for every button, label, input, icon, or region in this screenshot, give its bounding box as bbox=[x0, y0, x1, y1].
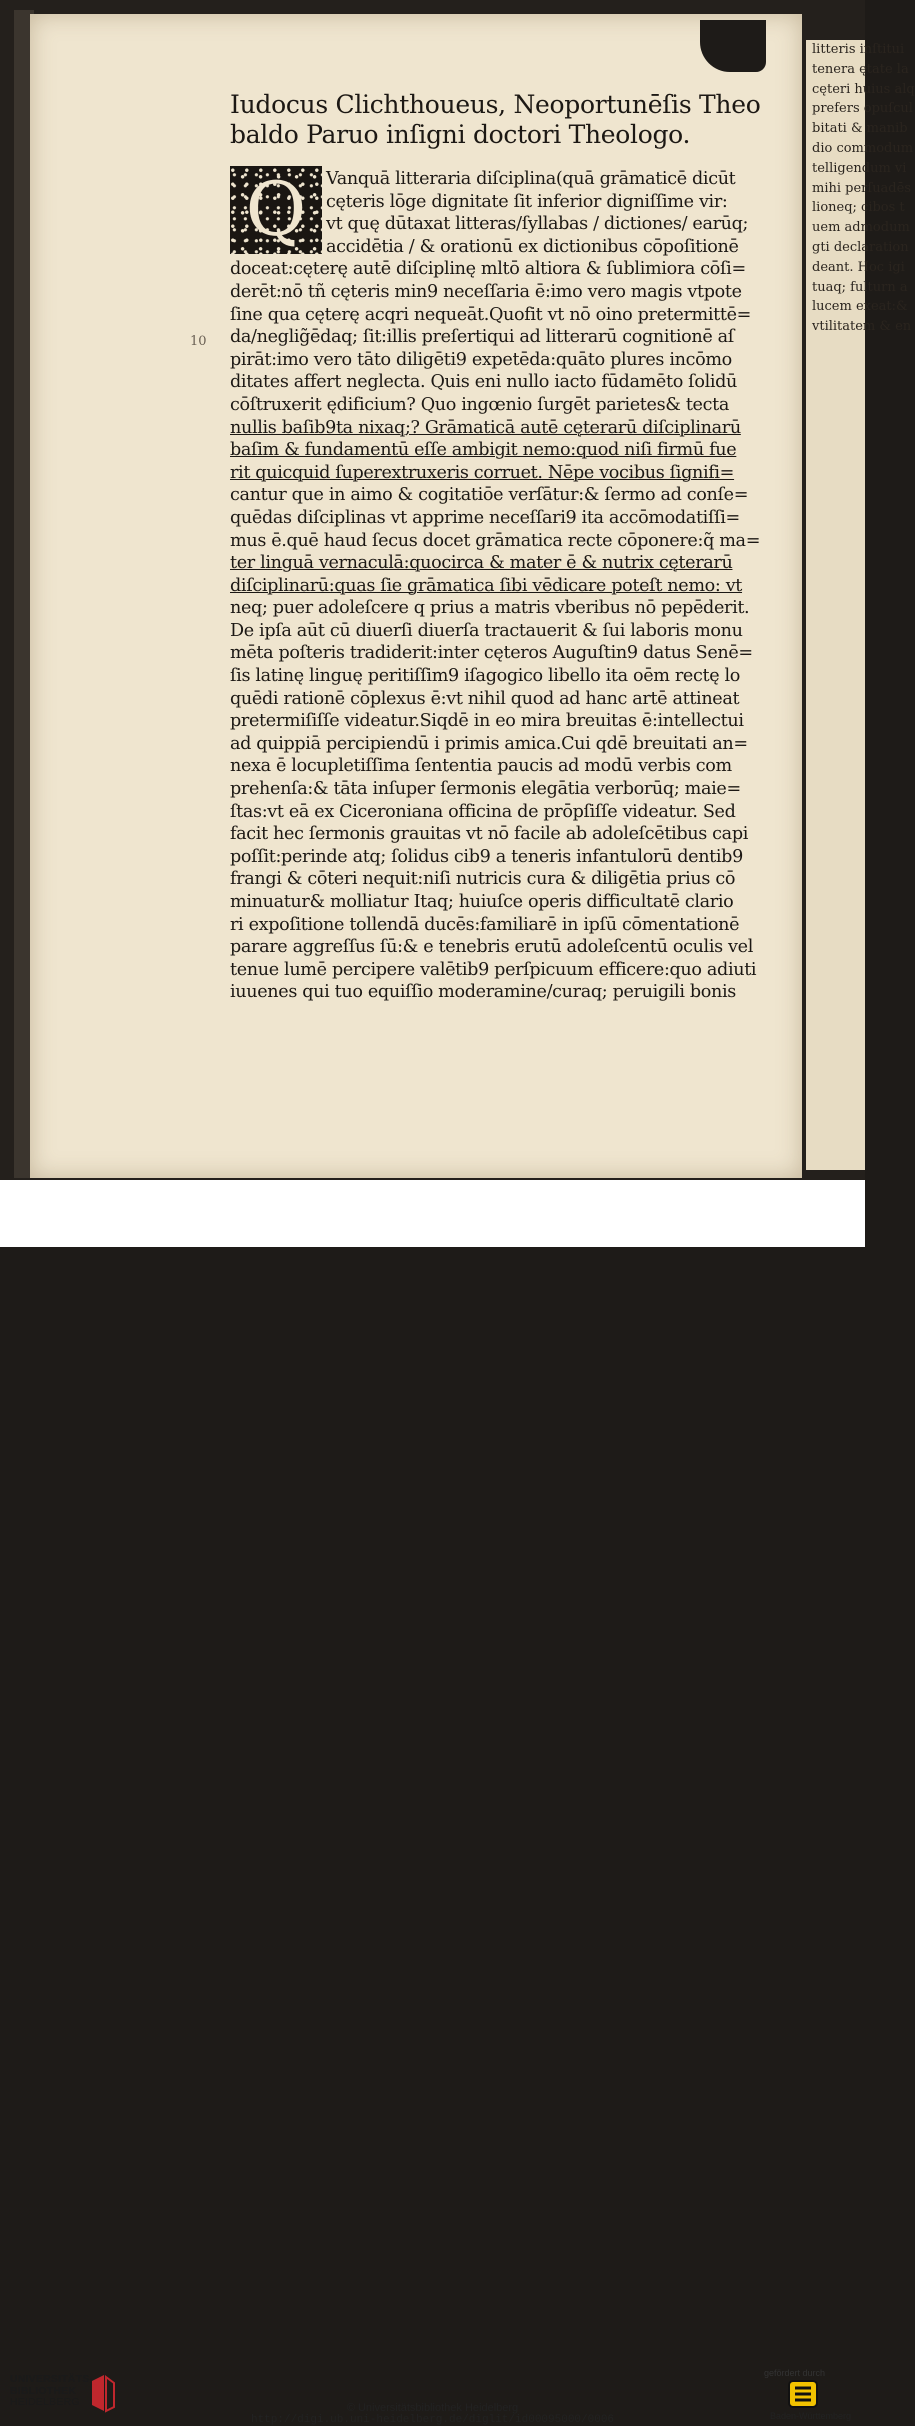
text-line: da/neglig̃ēdaq; ſit:illis preſertiqui ad litterarū cognitionē aſ bbox=[230, 327, 734, 348]
text-line: cōſtruxerit ędificium? Quo ingœnio ſurgēt parietes& tecta bbox=[230, 394, 729, 415]
text-line: pretermiſiſſe videatur.Siqdē in eo mira breuitas ē:intellectui bbox=[230, 711, 744, 732]
facing-page-line: vtilitatem & en bbox=[812, 319, 912, 335]
text-line: minuatur& molliatur Itaq; huiuſce operis difficultatē clario bbox=[230, 892, 734, 912]
text-line: frangi & cōteri nequit:niſi nutricis cura & diligētia prius cō bbox=[230, 869, 736, 890]
facing-page bbox=[806, 40, 915, 1170]
text-line: baſim & fundamentū eſſe ambigit nemo:quod niſi firmū fue bbox=[230, 440, 737, 461]
text-line: ſis latinę linguę peritiſſim9 iſagogico libello ita oēm rectę lo bbox=[230, 666, 741, 687]
text-line: ditates affert neglecta. Quis eni nullo iacto fūdamēto ſolidū bbox=[230, 372, 738, 393]
text-line: De ipſa aūt cū diuerſi diuerſa tractauerit & ſui laboris monu bbox=[230, 620, 743, 641]
heading-line-1: Iudocus Clichthoueus, Neoportunēſis Theo bbox=[230, 90, 761, 119]
facing-page-line: cęteri huius alq bbox=[812, 81, 915, 97]
text-line: quēdas diſciplinas vt apprime neceſſari9 ita accōmodatiſſi= bbox=[230, 507, 740, 528]
body-text bbox=[230, 168, 770, 1004]
facing-page-line: tenera ętate la bbox=[812, 61, 909, 77]
decorated-initial: Q bbox=[230, 166, 322, 254]
facing-page-line: dio commodum bbox=[812, 140, 914, 156]
text-line: derēt:nō tñ cęteris min9 neceſſaria ē:imo vero magis vtpote bbox=[230, 281, 742, 302]
text-line: neq; puer adoleſcere q prius a matris vberibus nō pepēderit. bbox=[230, 598, 750, 619]
text-line: ad quippiā percipiendū i primis amica.Cui qdē breuitati an= bbox=[230, 733, 748, 754]
text-line: prehenſa:& tāta inſuper ſermonis elegātia verborūq; maie= bbox=[230, 779, 741, 800]
facing-page-line: uem admodum bbox=[812, 220, 910, 236]
text-line: tenue lumē percipere valētib9 perſpicuum efficere:quo adiuti bbox=[230, 959, 757, 980]
text-line: parare aggreſſus ſū:& e tenebris erutū adoleſcentū oculis vel bbox=[230, 937, 753, 958]
baden-wuerttemberg-emblem-icon bbox=[788, 2380, 818, 2408]
permalink-url[interactable]: http://digi.ub.uni-heidelberg.de/diglit/id00095000/0006 bbox=[250, 2414, 615, 2426]
page-heading bbox=[230, 90, 770, 150]
page-tab-cutout bbox=[700, 20, 766, 72]
facing-page-line: bitati & manib bbox=[812, 121, 908, 137]
library-line-1: UNIVERSITÄTS- bbox=[10, 2373, 94, 2385]
text-line: ſine qua cęterę acqri nequeāt.Quofit vt nō oino pretermittē= bbox=[230, 304, 752, 325]
text-line: nullis baſib9ta nixaq;? Grāmaticā autē cęterarū diſciplinarū bbox=[230, 417, 741, 438]
text-line: mēta poſteris tradiderit:inter cęteros Auguſtin9 datus Senē= bbox=[230, 643, 753, 664]
scan-area bbox=[0, 0, 915, 1180]
text-line: rit quicquid ſuperextruxeris corruet. Nēpe vocibus ſignifi= bbox=[230, 462, 735, 483]
text-line: mus ē.quē haud ſecus docet grāmatica recte cōponere:q̃ ma= bbox=[230, 530, 761, 551]
text-line: pirāt:imo vero tāto diligēti9 expetēda:quāto plures incōmo bbox=[230, 349, 732, 370]
library-line-3: HEIDELBERG bbox=[10, 2396, 80, 2408]
facing-page-line: mihi perſuadēs bbox=[812, 180, 911, 196]
facing-page-line: prefers opuſcul bbox=[812, 101, 913, 117]
text-line: accidētia / & orationū ex dictionibus cōpoſitionē bbox=[326, 236, 739, 257]
text-line: cęteris lōge dignitate ſit inferior digniſſime vir: bbox=[326, 191, 728, 212]
text-line: facit hec ſermonis grauitas vt nō facile ab adoleſcētibus capi bbox=[230, 824, 749, 845]
text-line: ter linguā vernaculā:quocirca & mater ē & nutrix cęterarū bbox=[230, 553, 733, 574]
text-line: quēdi rationē cōplexus ē:vt nihil quod ad hanc artē attineat bbox=[230, 688, 740, 709]
text-line: Vanquā litteraria diſciplina(quā grāmaticē dicūt bbox=[326, 169, 736, 189]
facing-page-line: deant. Hoc igi bbox=[812, 259, 905, 275]
copyright-text: © Universitätsbibliothek Heidelberg bbox=[346, 2402, 519, 2414]
text-line: vt quę dūtaxat litteras/ſyllabas / dictiones/ earūq; bbox=[326, 214, 749, 235]
text-line: diſciplinarū:quas ſie grāmatica ſibi vēdicare poteſt nemo: vt bbox=[230, 575, 743, 596]
funder-name: Baden-Württemberg bbox=[770, 2411, 852, 2421]
facing-page-line: gti declaration bbox=[812, 239, 909, 255]
text-line: iuuenes qui tuo equiſſio moderamine/curaq; peruigili bonis bbox=[230, 982, 736, 1003]
facing-page-line: lioneq; cibos t bbox=[812, 200, 905, 216]
facing-page-line: telligendum vi bbox=[812, 160, 907, 176]
facing-page-line: lucem exeat:& bbox=[812, 299, 908, 315]
text-line: nexa ē locupletiſſima ſententia paucis ad modū verbis com bbox=[230, 756, 732, 777]
heading-line-2: baldo Paruo inſigni doctori Theologo. bbox=[230, 120, 691, 149]
text-line: cantur que in aimo & cogitatiōe verſātur:& ſermo ad conſe= bbox=[230, 485, 749, 506]
facing-page-line: tuaq; fulturn a bbox=[812, 279, 908, 295]
facing-page-line: litteris inſtitui bbox=[812, 42, 905, 57]
funded-by-label: gefördert durch bbox=[764, 2368, 826, 2378]
text-line: ri expoſitione tollendā ducēs:familiarē in ipſū cōmentationē bbox=[230, 914, 740, 935]
footer bbox=[0, 1180, 865, 2426]
text-line: poſſit:perinde atq; ſolidus cib9 a teneris infantulorū dentib9 bbox=[230, 846, 743, 867]
text-line: doceat:cęterę autē diſciplinę mltō altiora & ſublimiora cōſi= bbox=[230, 259, 746, 280]
text-line: ſtas:vt eā ex Ciceroniana officina de prōpſiſſe videatur. Sed bbox=[230, 801, 736, 822]
margin-line-number: 10 bbox=[190, 334, 207, 349]
library-line-2: BIBLIOTHEK bbox=[10, 2384, 77, 2397]
